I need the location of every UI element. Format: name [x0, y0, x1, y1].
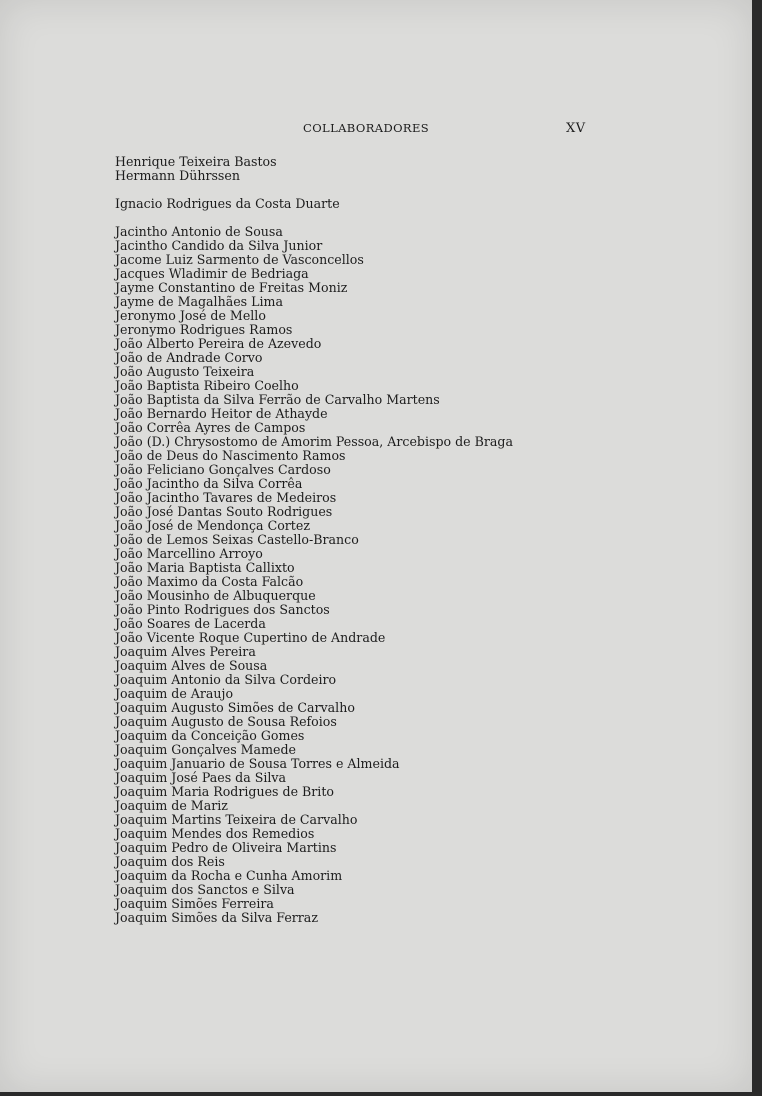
contributor-name: Joaquim Pedro de Oliveira Martins: [115, 840, 337, 855]
contributor-name: Jayme Constantino de Freitas Moniz: [115, 280, 348, 295]
contributor-name: João de Lemos Seixas Castello-Branco: [115, 532, 359, 547]
contributor-name: Jeronymo José de Mello: [115, 308, 266, 323]
contributor-name: João (D.) Chrysostomo de Amorim Pessoa, Arcebispo de Braga: [115, 434, 513, 449]
contributor-name: Jacintho Candido da Silva Junior: [115, 238, 323, 253]
contributor-name: Joaquim Mendes dos Remedios: [115, 826, 315, 841]
contributor-name: Joaquim Gonçalves Mamede: [115, 742, 296, 757]
contributor-name: João Baptista Ribeiro Coelho: [115, 378, 299, 393]
contributor-name: João Mousinho de Albuquerque: [115, 588, 316, 603]
contributor-name: João de Deus do Nascimento Ramos: [115, 448, 346, 463]
contributor-name: Joaquim Simões da Silva Ferraz: [115, 910, 318, 925]
contributor-name: Jeronymo Rodrigues Ramos: [115, 322, 293, 337]
contributor-name: João Alberto Pereira de Azevedo: [115, 336, 322, 351]
contributor-name: João Soares de Lacerda: [115, 616, 266, 631]
contributor-name: Ignacio Rodrigues da Costa Duarte: [115, 196, 340, 211]
contributor-name: Jayme de Magalhães Lima: [115, 294, 283, 309]
contributor-name: Jacome Luiz Sarmento de Vasconcellos: [115, 252, 364, 267]
contributor-name: João Marcellino Arroyo: [115, 546, 263, 561]
contributor-name: Jacques Wladimir de Bedriaga: [115, 266, 309, 281]
page-number: XV: [566, 121, 586, 136]
contributor-name: Hermann Dührssen: [115, 168, 240, 183]
contributor-name: João Maria Baptista Callixto: [115, 560, 295, 575]
contributor-name: João Vicente Roque Cupertino de Andrade: [115, 630, 386, 645]
contributor-name: João Jacintho Tavares de Medeiros: [115, 490, 337, 505]
contributor-name: Joaquim Januario de Sousa Torres e Almeida: [115, 756, 400, 771]
scan-edge-bottom: [0, 1092, 762, 1096]
contributor-name: João Baptista da Silva Ferrão de Carvalho Martens: [115, 392, 440, 407]
contributor-name: João Corrêa Ayres de Campos: [115, 420, 306, 435]
contributor-name: Joaquim Alves Pereira: [115, 644, 256, 659]
contributor-name: João de Andrade Corvo: [115, 350, 263, 365]
contributor-name: Henrique Teixeira Bastos: [115, 154, 277, 169]
contributor-name: João Augusto Teixeira: [115, 364, 255, 379]
contributor-name: João Bernardo Heitor de Athayde: [115, 406, 328, 421]
contributor-name: João Maximo da Costa Falcão: [115, 574, 304, 589]
contributor-name: Joaquim de Araujo: [115, 686, 234, 701]
contributor-name: Joaquim Alves de Sousa: [115, 658, 268, 673]
contributor-name: Joaquim Simões Ferreira: [115, 896, 274, 911]
contributor-name: João Pinto Rodrigues dos Sanctos: [115, 602, 330, 617]
contributor-name: Joaquim da Conceição Gomes: [115, 728, 305, 743]
scan-edge-right: [752, 0, 762, 1096]
contributor-name: Joaquim Maria Rodrigues de Brito: [115, 784, 334, 799]
contributor-name: Joaquim Augusto Simões de Carvalho: [115, 700, 355, 715]
contributor-name: João José de Mendonça Cortez: [115, 518, 310, 533]
contributor-list: [115, 155, 513, 925]
contributor-name: Jacintho Antonio de Sousa: [115, 224, 283, 239]
contributor-name: Joaquim dos Reis: [115, 854, 225, 869]
contributor-name: Joaquim de Mariz: [115, 798, 228, 813]
contributor-name: Joaquim Antonio da Silva Cordeiro: [115, 672, 337, 687]
contributor-name: Joaquim da Rocha e Cunha Amorim: [115, 868, 343, 883]
contributor-name: João Feliciano Gonçalves Cardoso: [115, 462, 331, 477]
contributor-name: Joaquim José Paes da Silva: [115, 770, 287, 785]
contributor-name: João José Dantas Souto Rodrigues: [115, 504, 333, 519]
running-head: COLLABORADORES: [303, 121, 430, 135]
contributor-name: Joaquim dos Sanctos e Silva: [115, 882, 295, 897]
contributor-name: Joaquim Augusto de Sousa Refoios: [115, 714, 337, 729]
contributor-name: João Jacintho da Silva Corrêa: [115, 476, 303, 491]
contributor-name: Joaquim Martins Teixeira de Carvalho: [115, 812, 358, 827]
